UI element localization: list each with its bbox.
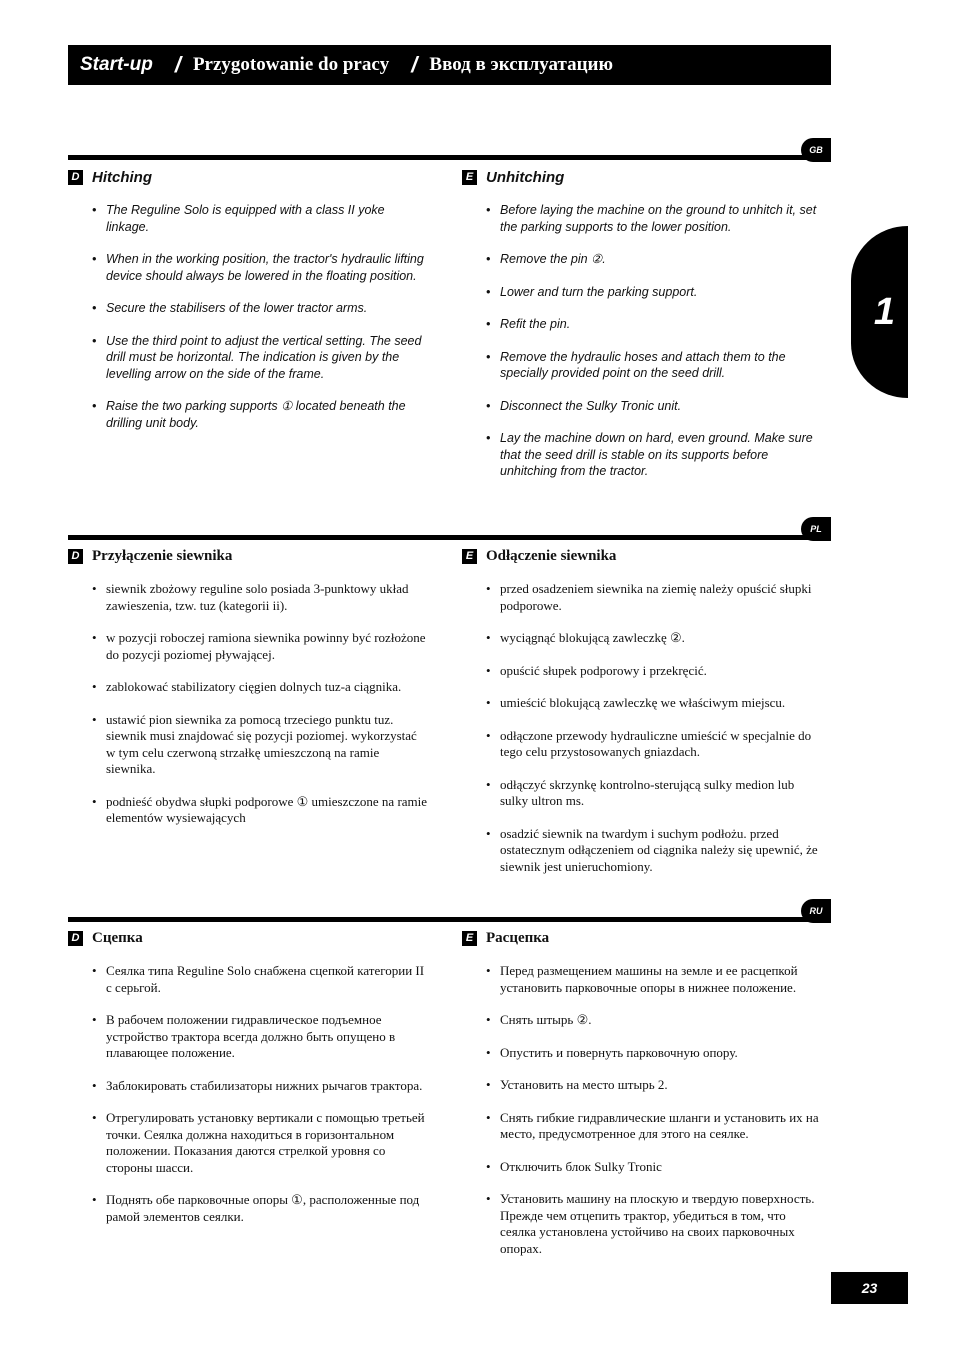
list-item: • umieścić blokującą zawleczkę we właściwym miejscu. (462, 695, 822, 712)
list-item: • Установить машину на плоскую и твердую поверхность. Прежде чем отцепить трактор, убедиться в том, что сеялка установлена устойчиво на своих парковочных опорах. (462, 1191, 822, 1257)
list-item: • odłączone przewody hydrauliczne umieścić w specjalnie do tego celu przystosowanych gniazdach. (462, 728, 822, 761)
bullet-list (68, 202, 428, 431)
header-separator-1: / (174, 52, 181, 77)
list-item: • Заблокировать стабилизаторы нижних рычагов трактора. (68, 1078, 428, 1095)
column-heading: Расцепка (486, 929, 550, 946)
page-header (68, 45, 831, 85)
header-title-ru: Ввод в эксплуатацию (429, 54, 613, 75)
list-item: • ustawić pion siewnika za pomocą trzeciego punktu tuz. siewnik musi znajdować się pozycji poziomej. wykorzystać w tym celu czerwoną strzałkę umieszczoną na ramie siewnika. (68, 712, 428, 778)
figure-letter-box: E (462, 549, 477, 564)
language-badge-pl: PL (801, 517, 831, 541)
column-heading: Hitching (92, 168, 152, 186)
column-stsepka (68, 929, 428, 1241)
figure-letter-box: E (462, 931, 477, 946)
list-item: • Disconnect the Sulky Tronic unit. (462, 398, 822, 415)
list-item: • Lower and turn the parking support. (462, 284, 822, 301)
column-heading: Сцепка (92, 929, 143, 946)
column-heading: Odłączenie siewnika (486, 547, 617, 564)
page-number: 23 (831, 1272, 908, 1304)
figure-letter-box: E (462, 170, 477, 185)
column-rastsepka (462, 929, 822, 1273)
list-item: • Снять гибкие гидравлические шланги и установить их на место, предусмотренное для этого на сеялке. (462, 1110, 822, 1143)
section-rule (68, 535, 831, 540)
column-heading: Przyłączenie siewnika (92, 547, 233, 564)
list-item: • Raise the two parking supports ① located beneath the drilling unit body. (68, 398, 428, 431)
figure-letter-box: D (68, 170, 83, 185)
list-item: • В рабочем положении гидравлическое подъемное устройство трактора всегда должно быть опущено в плавающее положение. (68, 1012, 428, 1062)
column-title (68, 547, 428, 565)
bullet-list (462, 202, 822, 480)
language-badge-gb: GB (801, 138, 831, 162)
list-item: • siewnik zbożowy reguline solo posiada 3-punktowy układ zawieszenia, tzw. tuz (kategorii ii). (68, 581, 428, 614)
list-item: • Remove the pin ②. (462, 251, 822, 268)
bullet-list (68, 963, 428, 1225)
list-item: • Secure the stabilisers of the lower tractor arms. (68, 300, 428, 317)
list-item: • osadzić siewnik na twardym i suchym podłożu. przed ostatecznym odłączeniem od ciągnika należy się upewnić, że siewnik jest unieruchomiony. (462, 826, 822, 876)
bullet-list (68, 581, 428, 827)
list-item: • Отключить блок Sulky Tronic (462, 1159, 822, 1176)
chapter-tab (851, 226, 908, 398)
column-title (68, 168, 428, 186)
column-hitching (68, 168, 428, 447)
section-rule (68, 917, 831, 922)
column-przylaczenie (68, 547, 428, 843)
list-item: • Сеялка типа Reguline Solo снабжена сцепкой категории II с серьгой. (68, 963, 428, 996)
chapter-number: 1 (873, 290, 896, 333)
list-item: • The Reguline Solo is equipped with a class II yoke linkage. (68, 202, 428, 235)
list-item: • opuścić słupek podporowy i przekręcić. (462, 663, 822, 680)
list-item: • Отрегулировать установку вертикали с помощью третьей точки. Сеялка должна находиться в горизонтальном положении. Показания даются стрелкой уровня со стороны шасси. (68, 1110, 428, 1176)
column-title (462, 168, 822, 186)
figure-letter-box: D (68, 931, 83, 946)
list-item: • odłączyć skrzynkę kontrolno-sterującą sulky medion lub sulky ultron ms. (462, 777, 822, 810)
language-badge-ru: RU (801, 899, 831, 923)
list-item: • Lay the machine down on hard, even ground. Make sure that the seed drill is stable on its supports before unhitching from the tractor. (462, 430, 822, 480)
list-item: • When in the working position, the tractor's hydraulic lifting device should always be lowered in the floating position. (68, 251, 428, 284)
list-item: • Установить на место штырь 2. (462, 1077, 822, 1094)
header-title-pl: Przygotowanie do pracy (192, 54, 390, 75)
bullet-list (462, 963, 822, 1257)
list-item: • Use the third point to adjust the vertical setting. The seed drill must be horizontal. The indication is given by the levelling arrow on the side of the frame. (68, 333, 428, 383)
header-title-en: Start-up (80, 54, 153, 75)
list-item: • Опустить и повернуть парковочную опору. (462, 1045, 822, 1062)
list-item: • Поднять обе парковочные опоры ①, расположенные под рамой элементов сеялки. (68, 1192, 428, 1225)
list-item: • Перед размещением машины на земле и ее расцепкой установить парковочные опоры в нижнее положение. (462, 963, 822, 996)
list-item: • Remove the hydraulic hoses and attach them to the specially provided point on the seed drill. (462, 349, 822, 382)
list-item: • wyciągnąć blokującą zawleczkę ②. (462, 630, 822, 647)
list-item: • zablokować stabilizatory cięgien dolnych tuz-a ciągnika. (68, 679, 428, 696)
figure-letter-box: D (68, 549, 83, 564)
header-separator-2: / (411, 52, 418, 77)
list-item: • Before laying the machine on the ground to unhitch it, set the parking supports to the lower position. (462, 202, 822, 235)
section-rule (68, 155, 831, 160)
column-title (68, 929, 428, 947)
column-odlaczenie (462, 547, 822, 891)
list-item: • Снять штырь ②. (462, 1012, 822, 1029)
list-item: • podnieść obydwa słupki podporowe ① umieszczone na ramie elementów wysiewających (68, 794, 428, 827)
list-item: • Refit the pin. (462, 316, 822, 333)
bullet-list (462, 581, 822, 875)
list-item: • przed osadzeniem siewnika na ziemię należy opuścić słupki podporowe. (462, 581, 822, 614)
list-item: • w pozycji roboczej ramiona siewnika powinny być rozłożone do pozycji poziomej pływającej. (68, 630, 428, 663)
column-title (462, 929, 822, 947)
column-unhitching (462, 168, 822, 496)
column-heading: Unhitching (486, 168, 565, 186)
column-title (462, 547, 822, 565)
